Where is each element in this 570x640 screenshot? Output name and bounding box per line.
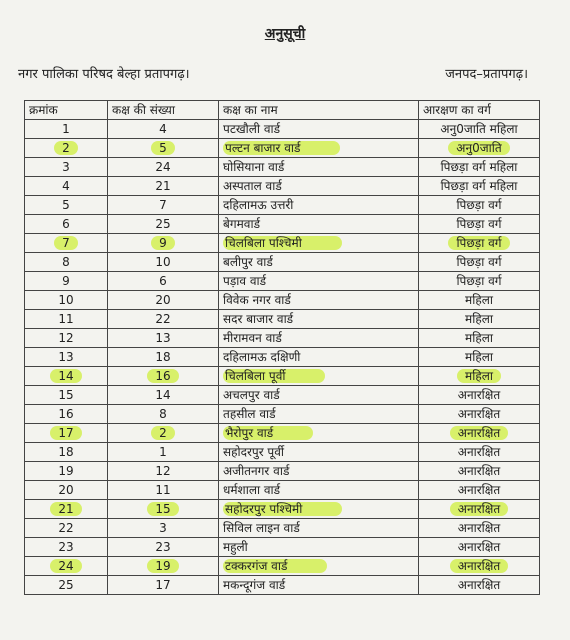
ward-number-cell bbox=[108, 291, 219, 310]
ward-name-cell-text: चिलबिला पश्चिमी bbox=[223, 236, 342, 250]
table-row bbox=[25, 424, 540, 443]
serial-cell-text: 8 bbox=[62, 255, 70, 269]
ward-number-cell-text: 13 bbox=[155, 331, 171, 345]
serial-cell bbox=[25, 329, 108, 348]
ward-number-cell-text: 25 bbox=[155, 217, 171, 231]
reservation-category-cell-text: पिछड़ा वर्ग bbox=[456, 217, 502, 231]
reservation-table bbox=[24, 100, 540, 595]
serial-cell-text: 2 bbox=[54, 141, 78, 155]
reservation-category-cell-text: पिछड़ा वर्ग bbox=[448, 236, 509, 250]
ward-name-cell-text: अजीतनगर वार्ड bbox=[223, 464, 290, 478]
ward-number-cell-text: 12 bbox=[155, 464, 171, 478]
serial-cell bbox=[25, 272, 108, 291]
table-row bbox=[25, 139, 540, 158]
ward-number-cell bbox=[108, 405, 219, 424]
document-title: अनुसूची bbox=[264, 26, 306, 42]
serial-cell-text: 1 bbox=[62, 122, 70, 136]
ward-name-cell-text: दहिलामऊ उत्तरी bbox=[223, 198, 294, 212]
reservation-category-cell bbox=[419, 310, 540, 329]
ward-number-cell-text: 17 bbox=[155, 578, 171, 592]
ward-name-cell bbox=[219, 576, 419, 595]
organization-name: नगर पालिका परिषद बेल्हा प्रतापगढ़। bbox=[18, 67, 190, 82]
ward-number-cell bbox=[108, 215, 219, 234]
serial-cell-text: 15 bbox=[58, 388, 74, 402]
ward-number-cell-text: 6 bbox=[159, 274, 167, 288]
ward-number-cell bbox=[108, 253, 219, 272]
header-ward-name: कक्ष का नाम bbox=[219, 101, 419, 120]
serial-cell bbox=[25, 462, 108, 481]
reservation-category-cell-text: अनारक्षित bbox=[457, 483, 501, 497]
reservation-category-cell bbox=[419, 538, 540, 557]
reservation-category-cell bbox=[419, 557, 540, 576]
reservation-category-cell bbox=[419, 329, 540, 348]
table-row bbox=[25, 481, 540, 500]
ward-number-cell-text: 5 bbox=[151, 141, 175, 155]
reservation-category-cell-text: अनारक्षित bbox=[457, 445, 501, 459]
ward-name-cell bbox=[219, 538, 419, 557]
serial-cell-text: 10 bbox=[58, 293, 74, 307]
reservation-category-cell bbox=[419, 196, 540, 215]
reservation-category-cell bbox=[419, 272, 540, 291]
reservation-category-cell-text: अनारक्षित bbox=[450, 559, 508, 573]
reservation-category-cell-text: अनारक्षित bbox=[450, 502, 508, 516]
ward-name-cell-text: सिविल लाइन वार्ड bbox=[223, 521, 300, 535]
ward-number-cell bbox=[108, 557, 219, 576]
reservation-category-cell bbox=[419, 139, 540, 158]
serial-cell bbox=[25, 348, 108, 367]
ward-number-cell-text: 8 bbox=[159, 407, 167, 421]
ward-name-cell bbox=[219, 158, 419, 177]
ward-number-cell bbox=[108, 177, 219, 196]
district-name: जनपद–प्रतापगढ़। bbox=[445, 67, 528, 82]
serial-cell bbox=[25, 120, 108, 139]
ward-name-cell bbox=[219, 405, 419, 424]
ward-number-cell bbox=[108, 576, 219, 595]
table-row bbox=[25, 329, 540, 348]
serial-cell-text: 9 bbox=[62, 274, 70, 288]
ward-name-cell-text: पड़ाव वार्ड bbox=[223, 274, 267, 288]
serial-cell bbox=[25, 386, 108, 405]
ward-number-cell bbox=[108, 519, 219, 538]
ward-number-cell bbox=[108, 329, 219, 348]
table-row bbox=[25, 272, 540, 291]
ward-name-cell-text: महुली bbox=[223, 540, 248, 554]
table-row bbox=[25, 538, 540, 557]
ward-name-cell bbox=[219, 177, 419, 196]
ward-name-cell-text: सहोदरपुर पूर्वी bbox=[223, 445, 285, 459]
ward-number-cell bbox=[108, 158, 219, 177]
reservation-category-cell-text: अनु0जाति महिला bbox=[440, 122, 518, 136]
serial-cell bbox=[25, 196, 108, 215]
ward-name-cell bbox=[219, 272, 419, 291]
reservation-category-cell bbox=[419, 519, 540, 538]
table-row bbox=[25, 443, 540, 462]
ward-name-cell-text: बेगमवार्ड bbox=[223, 217, 260, 231]
ward-name-cell-text: सहोदरपुर पश्चिमी bbox=[223, 502, 342, 516]
reservation-category-cell-text: महिला bbox=[457, 369, 501, 383]
ward-number-cell-text: 18 bbox=[155, 350, 171, 364]
reservation-category-cell-text: अनारक्षित bbox=[457, 540, 501, 554]
ward-number-cell-text: 9 bbox=[151, 236, 175, 250]
ward-name-cell bbox=[219, 367, 419, 386]
reservation-category-cell-text: पिछड़ा वर्ग महिला bbox=[440, 160, 518, 174]
reservation-category-cell bbox=[419, 177, 540, 196]
reservation-category-cell-text: अनारक्षित bbox=[457, 521, 501, 535]
serial-cell-text: 4 bbox=[62, 179, 70, 193]
reservation-category-cell bbox=[419, 500, 540, 519]
serial-cell bbox=[25, 481, 108, 500]
ward-name-cell bbox=[219, 443, 419, 462]
serial-cell bbox=[25, 253, 108, 272]
ward-name-cell bbox=[219, 462, 419, 481]
ward-name-cell-text: पल्टन बाजार वार्ड bbox=[223, 141, 340, 155]
ward-name-cell-text: दहिलामऊ दक्षिणी bbox=[223, 350, 301, 364]
ward-number-cell bbox=[108, 386, 219, 405]
serial-cell-text: 3 bbox=[62, 160, 70, 174]
ward-name-cell bbox=[219, 234, 419, 253]
table-row bbox=[25, 367, 540, 386]
serial-cell bbox=[25, 139, 108, 158]
ward-number-cell bbox=[108, 272, 219, 291]
reservation-category-cell-text: अनारक्षित bbox=[457, 578, 501, 592]
serial-cell-text: 21 bbox=[50, 502, 81, 516]
ward-number-cell-text: 24 bbox=[155, 160, 171, 174]
reservation-category-cell bbox=[419, 576, 540, 595]
ward-number-cell-text: 15 bbox=[147, 502, 178, 516]
ward-number-cell-text: 1 bbox=[159, 445, 167, 459]
table-row bbox=[25, 310, 540, 329]
ward-name-cell bbox=[219, 139, 419, 158]
reservation-category-cell-text: महिला bbox=[465, 331, 493, 345]
ward-name-cell bbox=[219, 196, 419, 215]
reservation-category-cell-text: पिछड़ा वर्ग bbox=[456, 255, 502, 269]
serial-cell bbox=[25, 291, 108, 310]
serial-cell bbox=[25, 234, 108, 253]
ward-number-cell bbox=[108, 120, 219, 139]
serial-cell-text: 25 bbox=[58, 578, 74, 592]
reservation-category-cell bbox=[419, 481, 540, 500]
ward-number-cell-text: 2 bbox=[151, 426, 175, 440]
reservation-category-cell-text: महिला bbox=[465, 350, 493, 364]
serial-cell-text: 13 bbox=[58, 350, 74, 364]
ward-number-cell bbox=[108, 538, 219, 557]
reservation-category-cell bbox=[419, 462, 540, 481]
reservation-category-cell-text: अनारक्षित bbox=[457, 407, 501, 421]
ward-name-cell-text: पटखौली वार्ड bbox=[223, 122, 281, 136]
ward-name-cell bbox=[219, 329, 419, 348]
ward-number-cell bbox=[108, 196, 219, 215]
ward-name-cell bbox=[219, 120, 419, 139]
ward-name-cell bbox=[219, 310, 419, 329]
ward-name-cell bbox=[219, 557, 419, 576]
ward-name-cell-text: टक्करगंज वार्ड bbox=[223, 559, 327, 573]
table-row bbox=[25, 120, 540, 139]
reservation-category-cell bbox=[419, 234, 540, 253]
ward-number-cell-text: 21 bbox=[155, 179, 171, 193]
ward-name-cell-text: अचलपुर वार्ड bbox=[223, 388, 280, 402]
serial-cell bbox=[25, 424, 108, 443]
table-row bbox=[25, 158, 540, 177]
table-row bbox=[25, 177, 540, 196]
reservation-category-cell bbox=[419, 348, 540, 367]
ward-name-cell-text: बलीपुर वार्ड bbox=[223, 255, 273, 269]
reservation-category-cell-text: अनु0जाति bbox=[448, 141, 509, 155]
ward-number-cell bbox=[108, 348, 219, 367]
serial-cell-text: 23 bbox=[58, 540, 74, 554]
serial-cell bbox=[25, 367, 108, 386]
ward-name-cell-text: अस्पताल वार्ड bbox=[223, 179, 282, 193]
ward-name-cell-text: मीरामवन वार्ड bbox=[223, 331, 282, 345]
ward-number-cell bbox=[108, 500, 219, 519]
ward-number-cell bbox=[108, 234, 219, 253]
ward-name-cell bbox=[219, 500, 419, 519]
ward-name-cell bbox=[219, 424, 419, 443]
table-row bbox=[25, 405, 540, 424]
ward-number-cell-text: 3 bbox=[159, 521, 167, 535]
ward-number-cell-text: 7 bbox=[159, 198, 167, 212]
reservation-category-cell-text: महिला bbox=[465, 312, 493, 326]
ward-name-cell bbox=[219, 215, 419, 234]
reservation-category-cell bbox=[419, 367, 540, 386]
ward-number-cell bbox=[108, 443, 219, 462]
table-row bbox=[25, 196, 540, 215]
ward-number-cell-text: 11 bbox=[155, 483, 171, 497]
header-reservation-category: आरक्षण का वर्ग bbox=[419, 101, 540, 120]
serial-cell bbox=[25, 519, 108, 538]
ward-number-cell-text: 22 bbox=[155, 312, 171, 326]
ward-number-cell-text: 20 bbox=[155, 293, 171, 307]
serial-cell-text: 20 bbox=[58, 483, 74, 497]
serial-cell-text: 17 bbox=[50, 426, 81, 440]
header-ward-number: कक्ष की संख्या bbox=[108, 101, 219, 120]
serial-cell bbox=[25, 177, 108, 196]
ward-number-cell-text: 23 bbox=[155, 540, 171, 554]
serial-cell bbox=[25, 310, 108, 329]
table-row bbox=[25, 462, 540, 481]
ward-name-cell bbox=[219, 291, 419, 310]
reservation-category-cell-text: पिछड़ा वर्ग महिला bbox=[440, 179, 518, 193]
serial-cell-text: 22 bbox=[58, 521, 74, 535]
serial-cell-text: 7 bbox=[54, 236, 78, 250]
serial-cell bbox=[25, 405, 108, 424]
reservation-category-cell-text: पिछड़ा वर्ग bbox=[456, 198, 502, 212]
serial-cell bbox=[25, 538, 108, 557]
serial-cell-text: 6 bbox=[62, 217, 70, 231]
reservation-category-cell bbox=[419, 158, 540, 177]
table-row bbox=[25, 500, 540, 519]
reservation-category-cell bbox=[419, 215, 540, 234]
ward-number-cell-text: 16 bbox=[147, 369, 178, 383]
serial-cell bbox=[25, 215, 108, 234]
reservation-category-cell bbox=[419, 405, 540, 424]
ward-name-cell-text: चिलबिला पूर्वी bbox=[223, 369, 325, 383]
ward-number-cell bbox=[108, 481, 219, 500]
reservation-category-cell bbox=[419, 443, 540, 462]
serial-cell-text: 5 bbox=[62, 198, 70, 212]
reservation-category-cell bbox=[419, 120, 540, 139]
serial-cell-text: 11 bbox=[58, 312, 74, 326]
table-row bbox=[25, 519, 540, 538]
ward-name-cell bbox=[219, 519, 419, 538]
serial-cell-text: 18 bbox=[58, 445, 74, 459]
ward-name-cell bbox=[219, 481, 419, 500]
serial-cell bbox=[25, 158, 108, 177]
ward-name-cell-text: सदर बाजार वार्ड bbox=[223, 312, 294, 326]
ward-name-cell-text: घोसियाना वार्ड bbox=[223, 160, 285, 174]
ward-number-cell bbox=[108, 367, 219, 386]
table-row bbox=[25, 386, 540, 405]
serial-cell bbox=[25, 443, 108, 462]
ward-number-cell-text: 19 bbox=[147, 559, 178, 573]
serial-cell-text: 14 bbox=[50, 369, 81, 383]
ward-name-cell-text: विवेक नगर वार्ड bbox=[223, 293, 291, 307]
serial-cell bbox=[25, 500, 108, 519]
reservation-category-cell-text: महिला bbox=[465, 293, 493, 307]
table-row bbox=[25, 234, 540, 253]
ward-number-cell-text: 14 bbox=[155, 388, 171, 402]
ward-number-cell bbox=[108, 310, 219, 329]
ward-name-cell bbox=[219, 386, 419, 405]
reservation-category-cell-text: पिछड़ा वर्ग bbox=[456, 274, 502, 288]
serial-cell bbox=[25, 557, 108, 576]
ward-name-cell bbox=[219, 253, 419, 272]
table-row bbox=[25, 291, 540, 310]
reservation-category-cell bbox=[419, 424, 540, 443]
serial-cell-text: 12 bbox=[58, 331, 74, 345]
serial-cell-text: 24 bbox=[50, 559, 81, 573]
table-row bbox=[25, 557, 540, 576]
ward-number-cell bbox=[108, 424, 219, 443]
ward-name-cell-text: तहसील वार्ड bbox=[223, 407, 276, 421]
table-row bbox=[25, 348, 540, 367]
reservation-category-cell-text: अनारक्षित bbox=[457, 388, 501, 402]
ward-number-cell-text: 10 bbox=[155, 255, 171, 269]
ward-name-cell-text: भैरोपुर वार्ड bbox=[223, 426, 313, 440]
ward-number-cell bbox=[108, 139, 219, 158]
table-header-row bbox=[25, 101, 540, 120]
table-row bbox=[25, 576, 540, 595]
reservation-category-cell bbox=[419, 253, 540, 272]
reservation-category-cell-text: अनारक्षित bbox=[450, 426, 508, 440]
reservation-category-cell bbox=[419, 386, 540, 405]
serial-cell-text: 16 bbox=[58, 407, 74, 421]
table-row bbox=[25, 215, 540, 234]
ward-name-cell-text: मकन्दूगंज वार्ड bbox=[223, 578, 286, 592]
header-serial: क्रमांक bbox=[25, 101, 108, 120]
table-row bbox=[25, 253, 540, 272]
ward-number-cell-text: 4 bbox=[159, 122, 167, 136]
reservation-category-cell-text: अनारक्षित bbox=[457, 464, 501, 478]
ward-name-cell bbox=[219, 348, 419, 367]
ward-number-cell bbox=[108, 462, 219, 481]
serial-cell bbox=[25, 576, 108, 595]
serial-cell-text: 19 bbox=[58, 464, 74, 478]
ward-name-cell-text: धर्मशाला वार्ड bbox=[223, 483, 281, 497]
reservation-category-cell bbox=[419, 291, 540, 310]
